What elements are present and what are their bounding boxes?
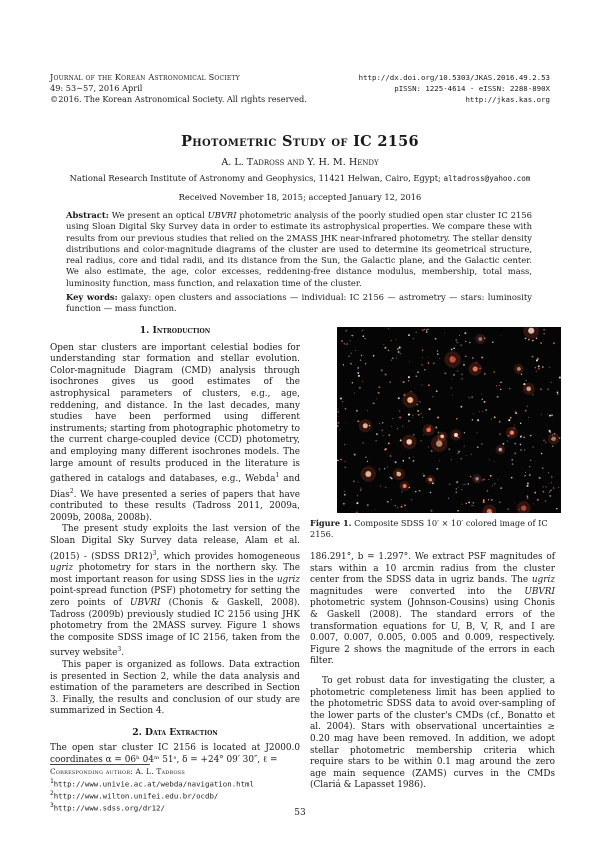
data-heading: 2. Data Extraction xyxy=(132,726,218,738)
copyright-line: ©2016. The Korean Astronomical Society. All rights reserved. xyxy=(50,94,307,104)
abstract xyxy=(66,210,532,289)
journal-name: Journal of the Korean Astronomical Society xyxy=(50,72,240,82)
keywords-text: galaxy: open clusters and associations — individual: IC 2156 — astrometry — stars: luminosity function — mass function. xyxy=(66,292,533,314)
affiliation-text: National Research Institute of Astronomy and Geophysics, 11421 Helwan, Cairo, Egypt; xyxy=(69,173,441,183)
paper-authors: A. L. Tadross and Y. H. M. Hendy xyxy=(221,157,379,168)
figure-1-caption xyxy=(310,518,555,540)
abstract-text-1: We present an optical xyxy=(111,210,205,220)
data-paragraph-2: To get robust data for investigating the cluster, a photometric completeness limit has been applied to the photometric SDSS data to avoid over-sampling of the lower parts of the cluster's CMDs (cf., Bonatto et al. 2004). Stars with observational uncertainties ≥ 0.20 mag have been removed. In addition, we adopt stellar photometric membership criteria which require stars to be within 0.1 mag around the zero age main sequence (ZAMS) curves in the CMDs (Clariá & Lapasset 1986). xyxy=(310,675,555,791)
figure-1-caption-text: Composite SDSS 10′ × 10′ colored image of IC 2156. xyxy=(310,518,548,539)
data-paragraph-1-continued: 186.291°, b = 1.297°. We extract PSF magnitudes of stars within a 10 arcmin radius from the cluster center from the SDSS data in ugriz bands. The ugriz magnitudes were converted into the UBVRI photometric system (Johnson-Cousins) using Chonis & Gaskell (2008). The standard errors of the transformation equations for U, B, V, R, and I are 0.007, 0.007, 0.005, 0.005 and 0.009, respectively. Figure 2 shows the magnitude of the errors in each filter. xyxy=(310,552,555,667)
left-column xyxy=(50,325,300,767)
doi-link[interactable]: http://dx.doi.org/10.5303/JKAS.2016.49.2.53 xyxy=(358,73,550,82)
journal-header xyxy=(50,72,310,105)
received-dates: Received November 18, 2015; accepted January 12, 2016 xyxy=(178,192,422,202)
page-number: 53 xyxy=(294,808,306,818)
journal-site-link[interactable]: http://jkas.kas.org xyxy=(465,95,550,104)
right-column xyxy=(310,552,555,792)
footnote-1[interactable]: $^1$http://www.univie.ac.at/webda/navigation.html xyxy=(50,777,254,789)
issn-line: pISSN: 1225-4614 · eISSN: 2288-890X xyxy=(394,84,550,93)
footnote-3[interactable]: $^3$http://www.sdss.org/dr12/ xyxy=(50,801,165,813)
keywords-label: Key words: xyxy=(66,292,118,302)
header-links xyxy=(320,72,550,105)
abstract-text-2: photometric analysis of the poorly studied open star cluster IC 2156 using Sloan Digital Sky Survey data in order to estimate its astrophysical properties. We compare these with results from our previous studies that relied on the 2MASS JHK near-infrared photometry. The stellar density distributions and color-magnitude diagrams of the cluster are used to determine its geometrical structure, real radius, core and tidal radii, and its distance from the Sun, the Galactic plane, and the Galactic center. We also estimate, the age, color excesses, reddening-free distance modulus, membership, total mass, luminosity function, mass function, and relaxation time of the cluster. xyxy=(66,210,532,288)
figure-1-label: Figure 1. xyxy=(310,518,352,528)
footnotes xyxy=(50,767,300,813)
data-paragraph-1: The open star cluster IC 2156 is located at J2000.0 coordinates α = 06ʰ 04ᵐ 51ˢ, δ = +24° 09′ 30″, ℓ = xyxy=(50,743,300,766)
footnote-2[interactable]: $^2$http://www.wilton.unifei.edu.br/ocdb/ xyxy=(50,789,219,801)
keywords xyxy=(66,292,532,315)
intro-heading: 1. Introduction xyxy=(139,325,211,336)
footnote-rule xyxy=(50,764,150,765)
author-email[interactable]: altadross@yahoo.com xyxy=(443,174,531,183)
figure-1-star-field-image xyxy=(337,327,561,513)
volume-line: 49: 53∼57, 2016 April xyxy=(50,83,143,93)
corresponding-author: Corresponding author: A. L. Tadross xyxy=(50,767,185,776)
abstract-label: Abstract: xyxy=(66,210,109,220)
intro-paragraph-3: This paper is organized as follows. Data extraction is presented in Section 2, while the data analysis and estimation of the parameters are described in Section 3. Finally, the results and conclusion of our study are summarized in Section 4. xyxy=(50,659,300,717)
intro-paragraph-2: The present study exploits the last version of the Sloan Digital Sky Survey data release, Alam et al. (2015) - (SDSS DR12)$^3$, which provides homogeneous ugriz photometry for stars in the northern sky. The most important reason for using SDSS lies in the ugriz point-spread function (PSF) photometry for setting the zero points of UBVRI (Chonis & Gaskell, 2008). Tadross (2009b) previously studied IC 2156 using JHK photometry from the 2MASS survey. Figure 1 shows the composite SDSS image of IC 2156, taken from the survey website$^3$. xyxy=(50,524,301,659)
intro-paragraph-1: Open star clusters are important celestial bodies for understanding star formation and stellar evolution. Color-magnitude Diagram (CMD) analysis through isochrones gives us good estimates of the astrophysical parameters of clusters, e.g., age, reddening, and distance. In the last decades, many studies have been performed using different instruments; starting from photographic photometry to the current charge-coupled device (CCD) photometry, and employing many different isochrones models. The large amount of results produced in the literature is gathered in catalogs and databases, e.g., Webda$^1$ and Dias$^2$. We have presented a series of papers that have contributed to these results (Tadross 2011, 2009a, 2009b, 2008a, 2008b). xyxy=(50,342,301,523)
affiliation xyxy=(0,173,600,183)
paper-title: Photometric Study of IC 2156 xyxy=(181,133,419,150)
abstract-ubvri: UBVRI xyxy=(207,210,237,220)
